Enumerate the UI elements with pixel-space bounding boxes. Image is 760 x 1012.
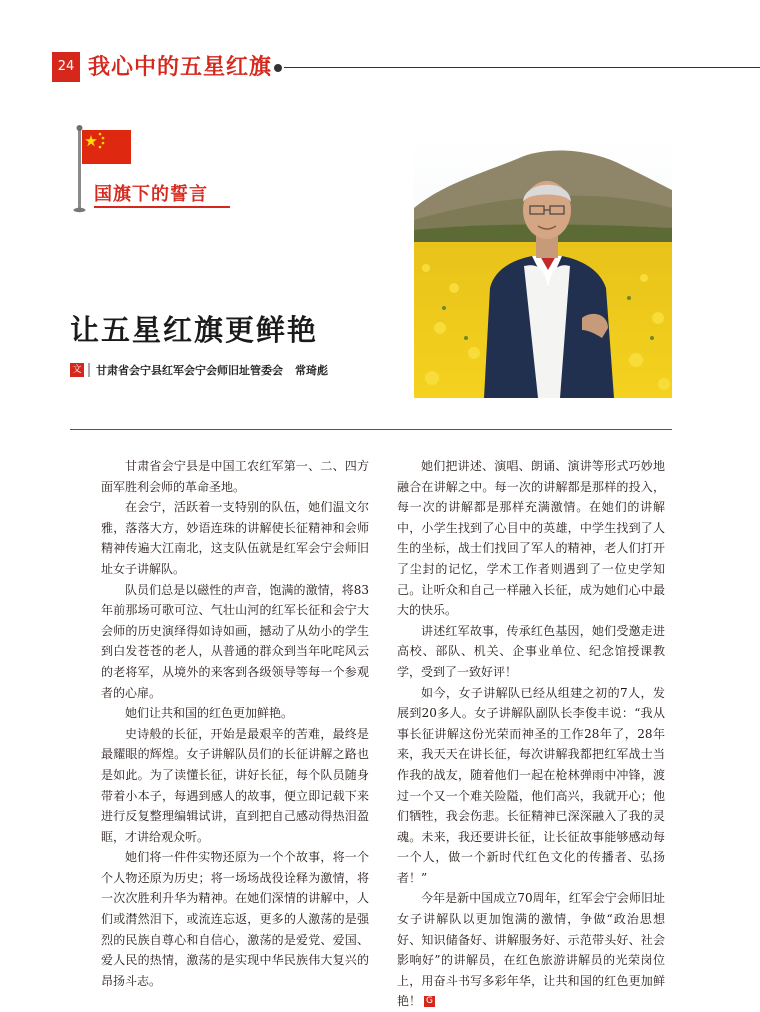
article-rule [70, 429, 672, 430]
paragraph: 讲述红军故事，传承红色基因，她们受邀走进高校、部队、机关、企事业单位、纪念馆授课教学，受到了一致好评！ [397, 623, 665, 679]
byline-divider [88, 363, 90, 377]
page-number: 24 [52, 52, 80, 82]
header-rule [284, 67, 760, 68]
byline-organization: 甘肃省会宁县红军会宁会师旧址管委会 [96, 364, 283, 377]
paragraph: 她们把讲述、演唱、朗诵、演讲等形式巧妙地融合在讲解之中。每一次的讲解都是那样的投入，每一次的讲解都是那样充满激情。在她们的讲解中，小学生找到了心目中的英雄，中学生找到了人生的坐标，战士们找回了军人的精神，老人们打开了尘封的记忆，学术工作者则遇到了一位史学知己。让听众和自己一样融入长征，成为她们心中最大的快乐。 [397, 459, 665, 618]
paragraph: 队员们总是以磁性的声音，饱满的激情，将83年前那场可歌可泣、气壮山河的红军长征和会宁大会师的历史演绎得如诗如画，撼动了从幼小的学生到白发苍苍的老人，从普通的群众到当年叱咤风云的老将军，从境外的来客到各级领导等每一个参观者的心扉。 [101, 582, 369, 700]
paragraph: 她们让共和国的红色更加鲜艳。 [125, 706, 294, 721]
end-mark-icon: G [424, 996, 435, 1007]
column-label: 国旗下的誓言 [94, 184, 208, 205]
paragraph-text: 今年是新中国成立70周年，红军会宁会师旧址女子讲解队以更加饱满的激情，争做“政治思想好、知识储备好、讲解服务好、示范带头好、社会影响好”的讲解员，在红色旅游讲解员的光荣岗位上，用奋斗书写多彩年华，让共和国的红色更加鲜艳！ [397, 891, 665, 1009]
column-label-underline [94, 206, 230, 208]
byline [70, 362, 328, 378]
paragraph: 如今，女子讲解队已经从组建之初的7人，发展到20多人。女子讲解队副队长李俊丰说：“我从事长征讲解这份光荣而神圣的工作28年了，28年来，我天天在讲长征，每次讲解我都把红军战士当作我的战友，随着他们一起在枪林弹雨中冲锋，渡过一个又一个难关险隘，他们高兴，我就开心；他们牺牲，我会伤悲。长征精神已深深融入了我的灵魂。未来，我还要讲长征，让长征故事能够感动每一个人，做一个新时代红色文化的传播者、弘扬者！” [397, 685, 665, 885]
last-paragraph [397, 888, 665, 1012]
header-rule-dot [274, 64, 282, 72]
paragraph: 在会宁，活跃着一支特别的队伍，她们温文尔雅，落落大方，妙语连珠的讲解使长征精神和会师精神传遍大江南北，这支队伍就是红军会宁会师旧址女子讲解队。 [101, 500, 369, 576]
article-column-right [397, 456, 665, 1012]
author-photo [414, 138, 672, 398]
byline-tag: 文 [70, 363, 84, 377]
article-column-left [101, 456, 369, 991]
article-headline: 让五星红旗更鲜艳 [70, 313, 319, 347]
paragraph: 史诗般的长征，开始是最艰辛的苦难，最终是最耀眼的辉煌。女子讲解队员们的长征讲解之路也是如此。为了读懂长征，讲好长征，每个队员随身带着小本子，每遇到感人的故事，便立即记载下来进行反复整理编辑试讲，直到把自己感动得热泪盈眶，才讲给观众听。 [101, 726, 369, 844]
paragraph: 她们将一件件实物还原为一个个故事，将一个个人物还原为历史；将一场场战役诠释为激情，将一次次胜利升华为精神。在她们深情的讲解中，人们或潸然泪下，或流连忘返，更多的人激荡的是强烈的民族自尊心和自信心，激荡的是爱党、爱国、爱人民的热情，激荡的是实现中华民族伟大复兴的昂扬斗志。 [101, 850, 369, 988]
section-title: 我心中的五星红旗 [88, 55, 273, 80]
byline-author: 常琦彪 [295, 364, 328, 377]
paragraph: 甘肃省会宁县是中国工农红军第一、二、四方面军胜利会师的革命圣地。 [101, 459, 369, 494]
